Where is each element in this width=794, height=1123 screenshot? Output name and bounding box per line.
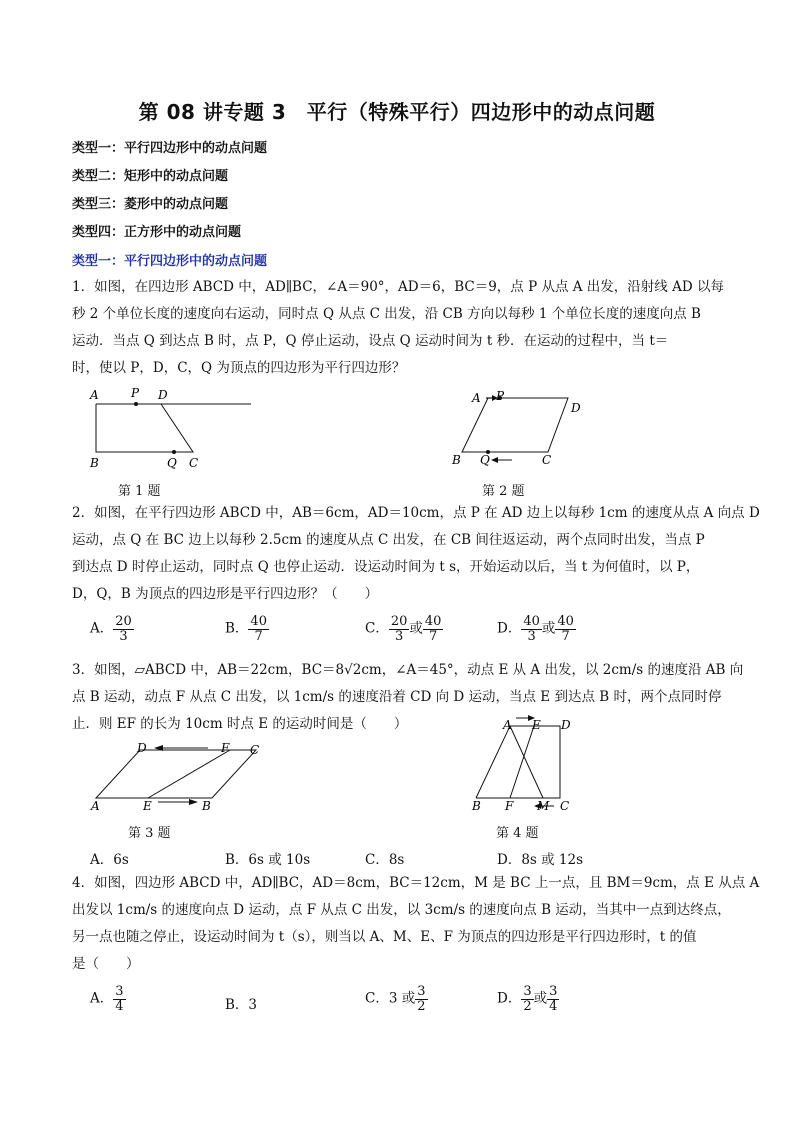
fig4-label-c: C — [560, 799, 570, 813]
fig1-label-p: P — [131, 386, 140, 400]
question-4-text — [72, 870, 772, 978]
text-line: 4．如图，四边形 ABCD 中，AD∥BC，AD＝8cm，BC＝12cm，M 是 BC 上一点，且 BM＝9cm，点 E 从点 A — [72, 875, 760, 891]
fig2-label-p: P — [496, 389, 505, 403]
fig1-label-q: Q — [167, 456, 177, 470]
figure-2 — [450, 384, 590, 474]
text-line: 出发以 1cm/s 的速度向点 D 运动，点 F 从点 C 出发，以 3cm/s 的速度向点 B 运动，当其中一点到达终点， — [72, 902, 731, 918]
figure-2-caption: 第 2 题 — [482, 484, 525, 499]
fig3-label-a: A — [91, 799, 100, 813]
fig4-label-b: B — [472, 799, 481, 813]
fig2-label-c: C — [542, 453, 552, 467]
fraction: $\frac{3}{2}$ — [417, 984, 426, 1014]
fraction: $\frac{40}{7}$ — [424, 614, 442, 644]
text-line: 时，使以 P，D，C，Q 为顶点的四边形为平行四边形？ — [72, 360, 406, 376]
q2-option-b: B． $\frac{40}{7}$ — [225, 614, 267, 644]
q4-option-c: C．3 或 $\frac{3}{2}$ — [365, 984, 426, 1014]
fraction: $\frac{40}{7}$ — [557, 614, 574, 644]
fig1-label-a: A — [90, 388, 99, 402]
text-line: 2．如图，在平行四边形 ABCD 中，AB＝6cm，AD＝10cm，点 P 在 AD 边上以每秒 1cm 的速度从点 A 向点 D — [72, 505, 760, 521]
q4-option-a: A． $\frac{3}{4}$ — [90, 984, 124, 1014]
fig3-label-c: C — [250, 743, 260, 757]
fraction: $\frac{20}{3}$ — [390, 614, 408, 644]
fig4-label-a: A — [503, 718, 512, 732]
q4-option-d: D． $\frac{3}{2}$ 或 $\frac{3}{4}$ — [497, 984, 558, 1014]
fraction: $\frac{3}{2}$ — [523, 984, 532, 1014]
type-list-item-4: 类型四：正方形中的动点问题 — [72, 225, 242, 240]
text-line: 1．如图，在四边形 ABCD 中，AD∥BC，∠A＝90°，AD＝6，BC＝9，点 P 从点 A 出发，沿射线 AD 以每 — [72, 279, 724, 295]
fig1-label-d: D — [158, 388, 168, 402]
text-line: 3．如图，▱ABCD 中，AB＝22cm，BC＝8√2cm，∠A＝45°，动点 E 从 A 出发，以 2cm/s 的速度沿 AB 向 — [72, 662, 744, 678]
question-2-text — [72, 500, 760, 608]
figure-1-caption: 第 1 题 — [118, 484, 161, 499]
question-3-text — [72, 657, 772, 738]
fig4-label-m: M — [537, 799, 550, 813]
figure-3-caption: 第 3 题 — [128, 826, 171, 841]
fig2-label-b: B — [452, 453, 461, 467]
fig1-label-c: C — [189, 456, 199, 470]
fraction: $\frac{3}{4}$ — [115, 984, 124, 1014]
fig4-label-e: E — [532, 718, 541, 732]
text-line: 另一点也随之停止，设运动时间为 t（s），则当以 A、M、E、F 为顶点的四边形是平行四边形时，t 的值 — [72, 929, 697, 945]
fraction: $\frac{40}{7}$ — [250, 614, 267, 644]
section-heading: 类型一：平行四边形中的动点问题 — [72, 254, 268, 269]
text-line: 到达点 D 时停止运动，同时点 Q 也停止运动．设运动时间为 t s，开始运动以后，当 t 为何值时，以 P， — [72, 559, 700, 575]
fraction: $\frac{3}{4}$ — [549, 984, 558, 1014]
text-line: 运动，点 Q 在 BC 边上以每秒 2.5cm 的速度从点 C 出发，在 CB 间往返运动，两个点同时出发，当点 P — [72, 532, 705, 548]
text-line: 运动．当点 Q 到达点 B 时，点 P，Q 停止运动，设点 Q 运动时间为 t 秒．在运动的过程中，当 t＝ — [72, 333, 669, 349]
q3-option-a: A．6s — [90, 852, 129, 868]
q4-option-b: B．3 — [225, 997, 258, 1013]
fig2-label-a: A — [472, 391, 481, 405]
fig3-label-e: E — [143, 799, 152, 813]
figure-4 — [468, 714, 578, 814]
figure-1 — [86, 384, 256, 474]
fig2-label-d: D — [571, 401, 581, 415]
type-list-item-2: 类型二：矩形中的动点问题 — [72, 169, 229, 184]
fraction: $\frac{20}{3}$ — [115, 614, 132, 644]
fig3-label-d: D — [137, 741, 147, 755]
q3-option-b: B．6s 或 10s — [225, 852, 311, 868]
fig3-label-b: B — [202, 799, 211, 813]
text-line: 秒 2 个单位长度的速度向右运动，同时点 Q 从点 C 出发，沿 CB 方向以每秒 1 个单位长度的速度向点 B — [72, 306, 701, 322]
figure-4-caption: 第 4 题 — [496, 826, 539, 841]
fig3-label-f: F — [221, 741, 230, 755]
q2-option-c: C． $\frac{20}{3}$ 或 $\frac{40}{7}$ — [365, 614, 442, 644]
question-1-text — [72, 274, 732, 382]
q3-option-d: D．8s 或 12s — [497, 852, 584, 868]
fig2-label-q: Q — [480, 453, 490, 467]
q2-option-d: D． $\frac{40}{3}$ 或 $\frac{40}{7}$ — [497, 614, 574, 644]
text-line: 点 B 运动，动点 F 从点 C 出发，以 1cm/s 的速度沿着 CD 向 D 运动，当点 E 到达点 B 时，两个点同时停 — [72, 689, 722, 705]
fig4-label-f: F — [505, 799, 514, 813]
text-line: 止．则 EF 的长为 10cm 时点 E 的运动时间是（ ） — [72, 716, 408, 732]
fig4-label-d: D — [561, 718, 571, 732]
type-list-item-1: 类型一：平行四边形中的动点问题 — [72, 141, 268, 156]
q3-option-c: C．8s — [365, 852, 405, 868]
page-title: 第 08 讲专题 3 平行（特殊平行）四边形中的动点问题 — [138, 100, 656, 124]
q2-option-a: A． $\frac{20}{3}$ — [90, 614, 132, 644]
text-line: D，Q，B 为顶点的四边形是平行四边形？（ ） — [72, 586, 379, 602]
fig1-label-b: B — [90, 456, 99, 470]
figure-3 — [88, 738, 268, 816]
text-line: 是（ ） — [72, 956, 140, 972]
type-list-item-3: 类型三：菱形中的动点问题 — [72, 197, 229, 212]
fraction: $\frac{40}{3}$ — [523, 614, 540, 644]
